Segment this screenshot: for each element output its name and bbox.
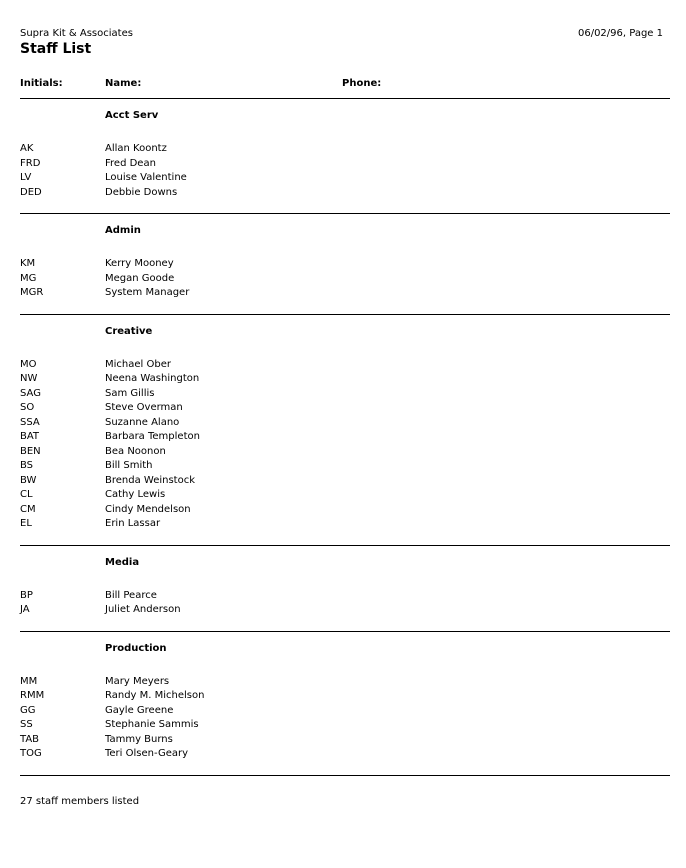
group-title: Media	[105, 556, 140, 568]
staff-row	[20, 171, 670, 186]
report-title: Staff List	[20, 41, 92, 57]
staff-name: Suzanne Alano	[105, 416, 180, 428]
staff-row	[20, 675, 670, 690]
staff-initials: MG	[20, 272, 37, 284]
staff-name: Brenda Weinstock	[105, 474, 196, 486]
staff-row	[20, 257, 670, 272]
staff-initials: AK	[20, 143, 34, 154]
staff-row	[20, 689, 670, 704]
staff-name: Stephanie Sammis	[105, 719, 199, 730]
staff-name: Juliet Anderson	[105, 604, 181, 615]
staff-name: Teri Olsen-Geary	[105, 748, 189, 759]
staff-row	[20, 704, 670, 719]
staff-row	[20, 459, 670, 474]
staff-name: Fred Dean	[105, 157, 156, 169]
staff-row	[20, 416, 670, 431]
staff-initials: NW	[20, 373, 38, 384]
staff-row	[20, 445, 670, 460]
group-title: Creative	[105, 325, 153, 337]
staff-initials: SAG	[20, 387, 41, 399]
staff-row	[20, 474, 670, 489]
staff-row	[20, 517, 670, 532]
staff-group	[20, 546, 670, 632]
staff-initials: BAT	[20, 431, 40, 442]
staff-initials: KM	[20, 258, 36, 269]
staff-name: Debbie Downs	[105, 186, 178, 198]
staff-initials: CM	[20, 503, 36, 515]
staff-row	[20, 488, 670, 503]
staff-initials: MGR	[20, 287, 44, 298]
staff-group	[20, 632, 670, 776]
staff-row	[20, 603, 670, 618]
staff-groups	[20, 99, 670, 808]
staff-initials: EL	[20, 518, 32, 529]
staff-initials: GG	[20, 704, 36, 716]
group-title: Admin	[105, 225, 141, 236]
staff-name: Tammy Burns	[105, 733, 173, 745]
staff-count-summary: 27 staff members listed	[20, 795, 140, 807]
staff-initials: CL	[20, 489, 33, 500]
staff-group	[20, 214, 670, 315]
column-header-initials: Initials:	[20, 78, 63, 89]
staff-initials: SS	[20, 719, 33, 730]
staff-name: Michael Ober	[105, 358, 171, 370]
staff-row	[20, 157, 670, 172]
staff-name: Steve Overman	[105, 402, 183, 413]
staff-name: Mary Meyers	[105, 675, 170, 687]
staff-initials: BW	[20, 474, 37, 486]
staff-row	[20, 272, 670, 287]
staff-initials: SSA	[20, 416, 40, 428]
staff-name: Cathy Lewis	[105, 489, 166, 500]
staff-group	[20, 315, 670, 546]
staff-row	[20, 286, 670, 301]
staff-initials: BS	[20, 460, 34, 471]
staff-row	[20, 747, 670, 762]
column-header-name: Name:	[105, 78, 142, 89]
column-header-phone: Phone:	[342, 78, 382, 89]
staff-row	[20, 186, 670, 201]
report-date-page: 06/02/96, Page 1	[577, 28, 663, 39]
staff-initials: MM	[20, 675, 38, 687]
staff-name: Neena Washington	[105, 373, 200, 384]
staff-name: Bill Pearce	[105, 589, 157, 601]
staff-initials: DED	[20, 186, 42, 198]
staff-name: Kerry Mooney	[105, 258, 174, 269]
staff-row	[20, 387, 670, 402]
staff-initials: LV	[20, 172, 32, 183]
staff-row	[20, 401, 670, 416]
staff-name: Gayle Greene	[105, 704, 174, 716]
staff-row	[20, 430, 670, 445]
staff-initials: SO	[20, 402, 35, 413]
staff-initials: MO	[20, 358, 37, 370]
staff-row	[20, 733, 670, 748]
staff-initials: TOG	[20, 748, 42, 759]
staff-row	[20, 503, 670, 518]
staff-name: Bill Smith	[105, 460, 153, 471]
staff-row	[20, 358, 670, 373]
staff-name: Erin Lassar	[105, 518, 161, 529]
staff-initials: FRD	[20, 157, 41, 169]
staff-initials: TAB	[20, 733, 40, 745]
group-title: Production	[105, 642, 167, 654]
staff-row	[20, 372, 670, 387]
staff-name: Megan Goode	[105, 272, 175, 284]
staff-name: Randy M. Michelson	[105, 690, 205, 701]
staff-name: Cindy Mendelson	[105, 503, 191, 515]
staff-row	[20, 589, 670, 604]
staff-initials: BP	[20, 589, 33, 601]
staff-initials: JA	[20, 604, 30, 615]
staff-name: System Manager	[105, 287, 190, 298]
staff-name: Barbara Templeton	[105, 431, 200, 442]
staff-name: Louise Valentine	[105, 172, 187, 183]
staff-initials: BEN	[20, 445, 41, 457]
staff-initials: RMM	[20, 690, 45, 701]
staff-row	[20, 142, 670, 157]
staff-name: Bea Noonon	[105, 445, 166, 457]
group-title: Acct Serv	[105, 110, 159, 121]
company-name: Supra Kit & Associates	[20, 28, 133, 39]
staff-name: Allan Koontz	[105, 143, 167, 154]
staff-name: Sam Gillis	[105, 387, 155, 399]
staff-group	[20, 99, 670, 214]
staff-row	[20, 718, 670, 733]
